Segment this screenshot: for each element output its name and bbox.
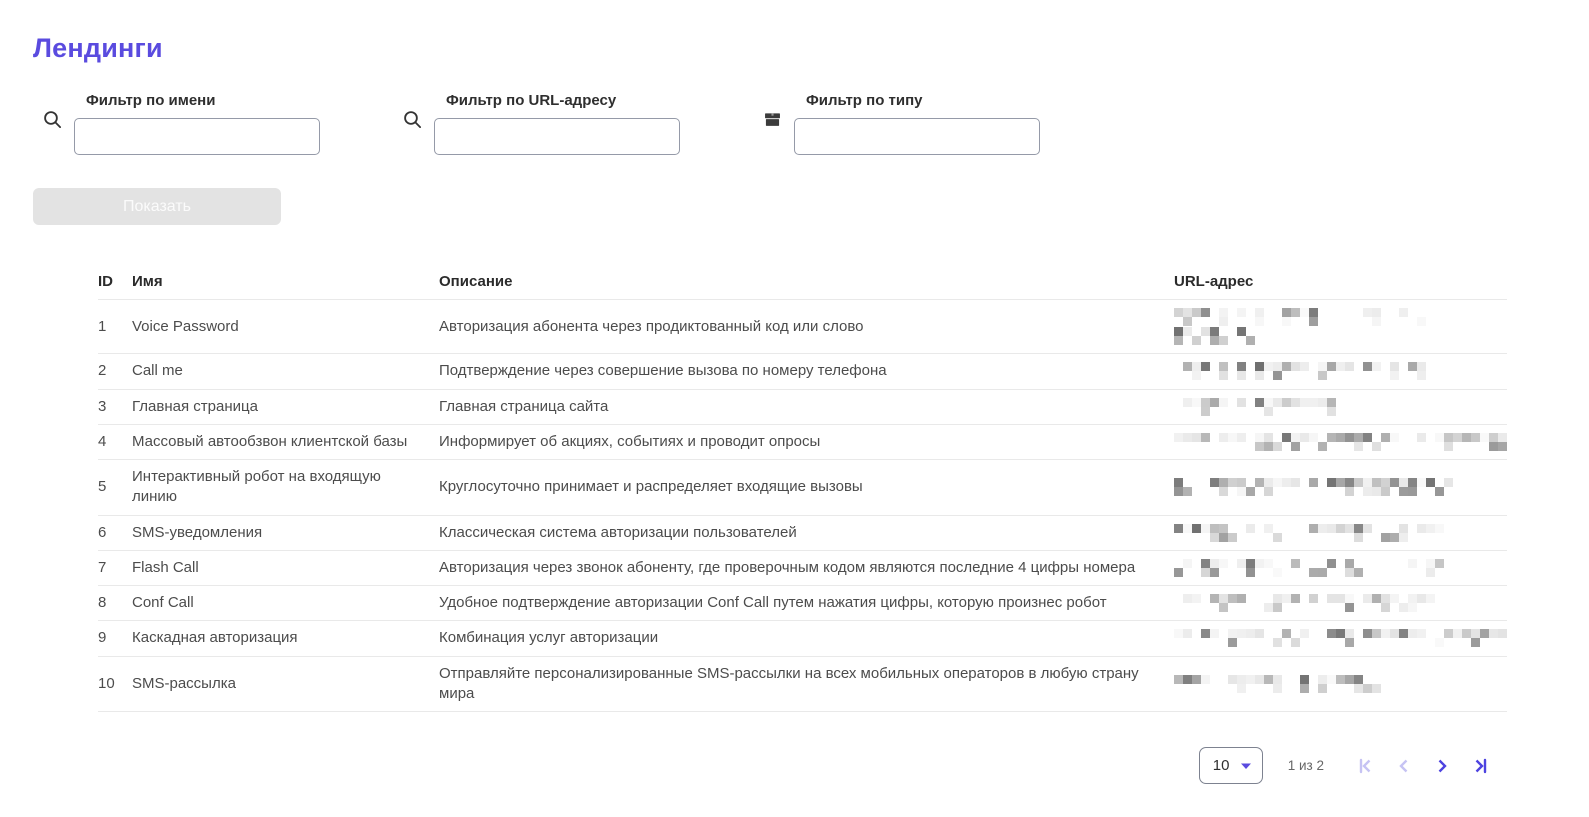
box-icon	[762, 109, 782, 129]
row-description: Главная страница сайта	[439, 397, 609, 415]
table-row[interactable]	[98, 354, 1507, 389]
next-page-button[interactable]	[1432, 756, 1452, 776]
column-header-name: Имя	[132, 273, 163, 290]
landings-table	[98, 265, 1507, 712]
filter-name-label: Фильтр по имени	[86, 92, 216, 109]
row-description: Отправляйте персонализированные SMS-рассылки на всех мобильных операторов в любую страну мира	[439, 664, 1139, 702]
row-description: Информирует об акциях, событиях и проводит опросы	[439, 432, 821, 450]
pagination-nav	[1338, 756, 1490, 776]
column-header-description: Описание	[439, 273, 513, 290]
show-button[interactable]: Показать	[33, 188, 281, 225]
column-header-url: URL-адрес	[1174, 273, 1254, 290]
row-id: 8	[98, 594, 107, 611]
column-header-id: ID	[98, 273, 113, 290]
chevron-down-icon	[1240, 757, 1252, 774]
filter-name-input[interactable]	[74, 118, 320, 155]
row-url-redacted	[1174, 425, 1516, 459]
row-name: Интерактивный робот на входящую линию	[132, 468, 381, 506]
page-size-value: 10	[1212, 757, 1230, 774]
row-url-redacted	[1174, 300, 1507, 353]
row-description: Авторизация абонента через продиктованный код или слово	[439, 317, 864, 335]
row-id: 4	[98, 432, 107, 450]
table-row[interactable]	[98, 300, 1507, 354]
table-row[interactable]	[98, 425, 1507, 460]
row-url-redacted	[1174, 390, 1507, 424]
first-page-icon	[1356, 756, 1376, 776]
pagination-bar	[33, 747, 1490, 784]
row-description: Круглосуточно принимает и распределяет входящие вызовы	[439, 478, 863, 496]
row-description: Авторизация через звонок абоненту, где проверочным кодом являются последние 4 цифры номера	[439, 558, 1136, 576]
table-row[interactable]	[98, 657, 1507, 713]
table-row[interactable]	[98, 390, 1507, 425]
row-id: 6	[98, 523, 107, 541]
row-url-redacted	[1174, 621, 1507, 655]
row-name: Voice Password	[132, 317, 239, 335]
previous-page-button[interactable]	[1394, 756, 1414, 776]
row-id: 3	[98, 397, 107, 415]
filter-by-type	[762, 92, 1040, 155]
filter-type-input[interactable]	[794, 118, 1040, 155]
row-name: Главная страница	[132, 397, 258, 415]
filter-url-input[interactable]	[434, 118, 680, 155]
row-id: 9	[98, 629, 107, 647]
page-size-select[interactable]	[1199, 747, 1263, 784]
row-url-redacted	[1174, 470, 1507, 504]
table-header-row	[98, 265, 1507, 300]
table-row[interactable]	[98, 516, 1507, 551]
row-name: Каскадная авторизация	[132, 629, 298, 647]
filter-by-name	[42, 92, 320, 155]
chevron-right-icon	[1432, 756, 1452, 776]
last-page-icon	[1470, 756, 1490, 776]
row-url-redacted	[1174, 551, 1507, 585]
table-row[interactable]	[98, 586, 1507, 621]
filter-type-label: Фильтр по типу	[806, 92, 923, 109]
table-row[interactable]	[98, 460, 1507, 516]
row-url-redacted	[1174, 667, 1507, 701]
row-description: Комбинация услуг авторизации	[439, 629, 659, 647]
table-row[interactable]	[98, 551, 1507, 586]
row-name: SMS-уведомления	[132, 523, 263, 541]
row-name: Call me	[132, 362, 183, 380]
row-id: 5	[98, 478, 107, 496]
last-page-button[interactable]	[1470, 756, 1490, 776]
row-name: SMS-рассылка	[132, 674, 236, 692]
chevron-left-icon	[1394, 756, 1414, 776]
row-description: Классическая система авторизации пользователей	[439, 523, 797, 541]
row-name: Flash Call	[132, 558, 199, 576]
search-icon	[402, 109, 422, 129]
row-id: 7	[98, 558, 107, 576]
filter-url-label: Фильтр по URL-адресу	[446, 92, 617, 109]
row-id: 10	[98, 674, 115, 692]
table-body	[98, 300, 1507, 712]
row-url-redacted	[1174, 354, 1507, 388]
first-page-button[interactable]	[1356, 756, 1376, 776]
row-id: 2	[98, 362, 107, 380]
row-description: Удобное подтверждение авторизации Conf Call путем нажатия цифры, которую произнес робот	[439, 594, 1107, 611]
search-icon	[42, 109, 62, 129]
page-range-label: 1 из 2	[1287, 758, 1324, 773]
row-description: Подтверждение через совершение вызова по номеру телефона	[439, 362, 887, 380]
filter-by-url	[402, 92, 680, 155]
table-row[interactable]	[98, 621, 1507, 656]
row-url-redacted	[1174, 516, 1507, 550]
row-name: Conf Call	[132, 594, 194, 611]
row-id: 1	[98, 317, 107, 335]
row-name: Массовый автообзвон клиентской базы	[132, 432, 408, 450]
filters-bar	[33, 92, 1589, 155]
row-url-redacted	[1174, 586, 1507, 620]
page-title: Лендинги	[33, 33, 163, 63]
